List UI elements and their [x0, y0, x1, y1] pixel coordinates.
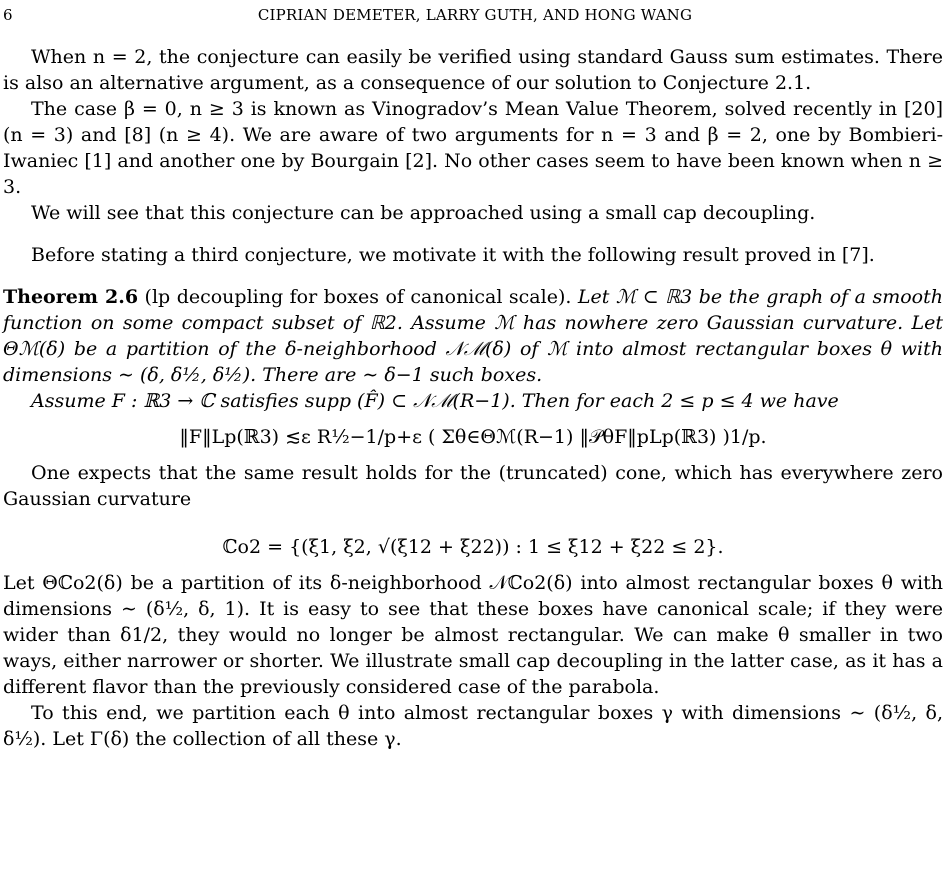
page-header [0, 6, 950, 28]
paper-body [3, 44, 943, 752]
running-head: CIPRIAN DEMETER, LARRY GUTH, AND HONG WANG [257, 6, 693, 24]
paragraph-2: The case β = 0, n ≥ 3 is known as Vinogradov’s Mean Value Theorem, solved recently in [20] (n = 3) and [8] (n ≥ 4). We are aware of two arguments for n = 3 and β = 2, one by Bombieri-Iwaniec [1] and another one by Bourgain [2]. No other cases seem to have been known when n ≥ 3. [3, 98, 943, 198]
theorem-body: Let ℳ ⊂ ℝ3 be the graph of a smooth function on some compact subset of ℝ2. Assume ℳ has nowhere zero Gaussian curvature. Let Θℳ(δ) be a partition of the δ-neighborhood 𝒩ℳ(δ) of ℳ into almost rectangular boxes θ with dimensions ∼ (δ, δ½, δ½). There are ∼ δ−1 such boxes. [3, 286, 943, 386]
page-number: 6 [3, 6, 13, 24]
paragraph-5: One expects that the same result holds for the (truncated) cone, which has everywhere zero Gaussian curvature [3, 462, 943, 510]
theorem-body-2: Assume F : ℝ3 → ℂ satisfies supp (F̂) ⊂ 𝒩ℳ(R−1). Then for each 2 ≤ p ≤ 4 we have [31, 390, 839, 412]
paragraph-7: To this end, we partition each θ into almost rectangular boxes γ with dimensions ∼ (δ½, δ, δ½). Let Γ(δ) the collection of all these γ. [3, 702, 943, 750]
theorem-2-6 [3, 284, 943, 388]
equation-decoupling: ‖F‖Lp(ℝ3) ≲ε R½−1/p+ε ( Σθ∈Θℳ(R−1) ‖𝒫θF‖pLp(ℝ3) )1/p. [179, 426, 767, 448]
paragraph-6: Let Θℂo2(δ) be a partition of its δ-neighborhood 𝒩ℂo2(δ) into almost rectangular boxes θ with dimensions ∼ (δ½, δ, 1). It is easy to see that these boxes have canonical scale; if they were wider than δ1/2, they would no longer be almost rectangular. We can make θ smaller in two ways, either narrower or shorter. We illustrate small cap decoupling in the latter case, as it has a different flavor than the previously considered case of the parabola. [3, 572, 943, 698]
theorem-label: Theorem 2.6 [3, 286, 139, 308]
paragraph-4: Before stating a third conjecture, we motivate it with the following result proved in [7]. [31, 244, 875, 266]
paragraph-1: When n = 2, the conjecture can easily be verified using standard Gauss sum estimates. There is also an alternative argument, as a consequence of our solution to Conjecture 2.1. [3, 46, 943, 94]
equation-cone: ℂo2 = {(ξ1, ξ2, √(ξ12 + ξ22)) : 1 ≤ ξ12 + ξ22 ≤ 2}. [222, 536, 724, 558]
theorem-title: (lp decoupling for boxes of canonical scale). [144, 286, 572, 308]
paragraph-3: We will see that this conjecture can be approached using a small cap decoupling. [31, 202, 816, 224]
